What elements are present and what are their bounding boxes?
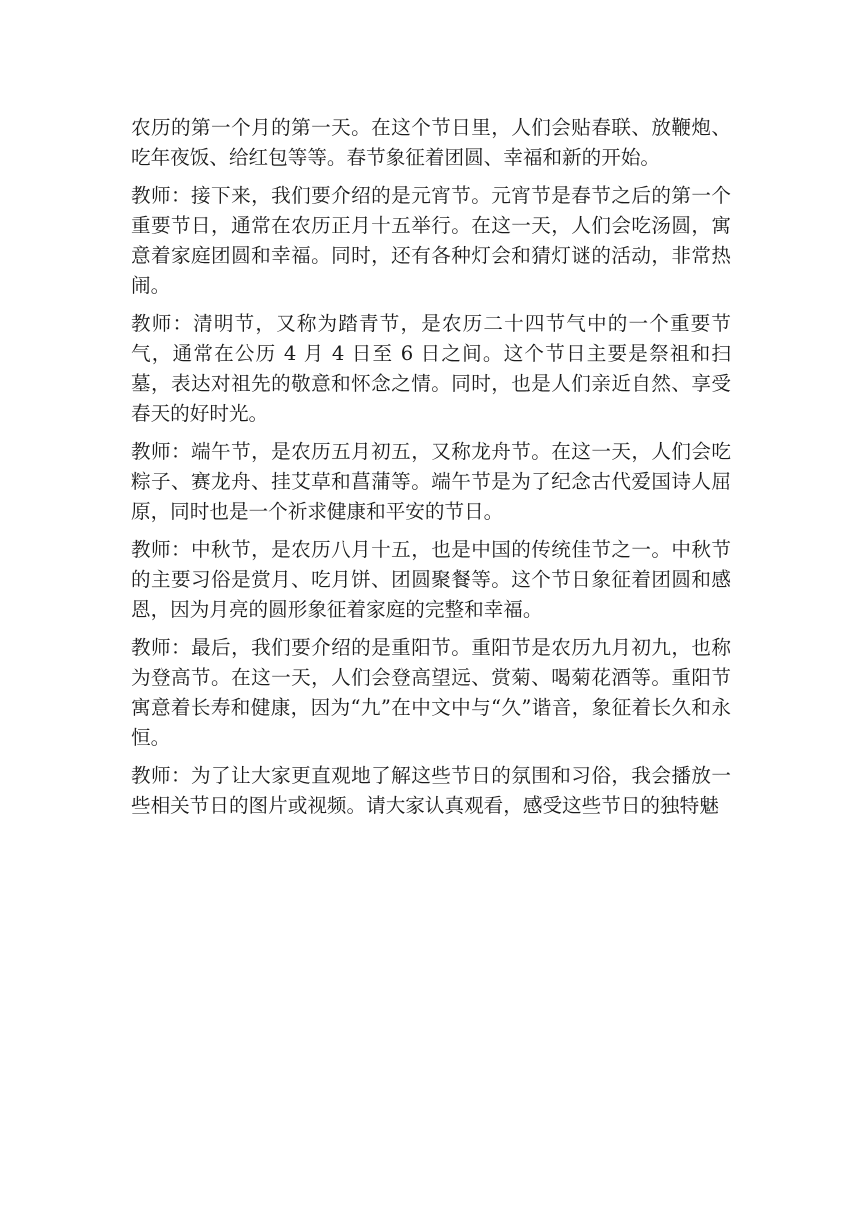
paragraph-lantern-festival: 教师：接下来，我们要介绍的是元宵节。元宵节是春节之后的第一个重要节日，通常在农历正月十五举行。在这一天，人们会吃汤圆，寓意着家庭团圆和幸福。同时，还有各种灯会和猜灯谜的活动，非常热闹。 bbox=[131, 184, 731, 297]
paragraph-qingming-festival: 教师：清明节，又称为踏青节，是农历二十四节气中的一个重要节气，通常在公历 4 月 4 日至 6 日之间。这个节日主要是祭祖和扫墓，表达对祖先的敬意和怀念之情。同时，也是人们亲近自然、享受春天的好时光。 bbox=[131, 312, 731, 425]
paragraph-spring-festival-end: 农历的第一个月的第一天。在这个节日里，人们会贴春联、放鞭炮、吃年夜饭、给红包等等。春节象征着团圆、幸福和新的开始。 bbox=[131, 116, 731, 169]
paragraph-mid-autumn-festival: 教师：中秋节，是农历八月十五，也是中国的传统佳节之一。中秋节的主要习俗是赏月、吃月饼、团圆聚餐等。这个节日象征着团圆和感恩，因为月亮的圆形象征着家庭的完整和幸福。 bbox=[131, 538, 731, 621]
paragraph-dragon-boat-festival: 教师：端午节，是农历五月初五，又称龙舟节。在这一天，人们会吃粽子、赛龙舟、挂艾草和菖蒲等。端午节是为了纪念古代爱国诗人屈原，同时也是一个祈求健康和平安的节日。 bbox=[131, 440, 731, 523]
paragraph-double-ninth-festival: 教师：最后，我们要介绍的是重阳节。重阳节是农历九月初九，也称为登高节。在这一天，人们会登高望远、赏菊、喝菊花酒等。重阳节寓意着长寿和健康，因为“九”在中文中与“久”谐音，象征着长久和永恒。 bbox=[131, 636, 731, 749]
paragraph-media-presentation: 教师：为了让大家更直观地了解这些节日的氛围和习俗，我会播放一些相关节日的图片或视频。请大家认真观看，感受这些节日的独特魅 bbox=[131, 764, 731, 817]
document-body bbox=[131, 113, 731, 821]
